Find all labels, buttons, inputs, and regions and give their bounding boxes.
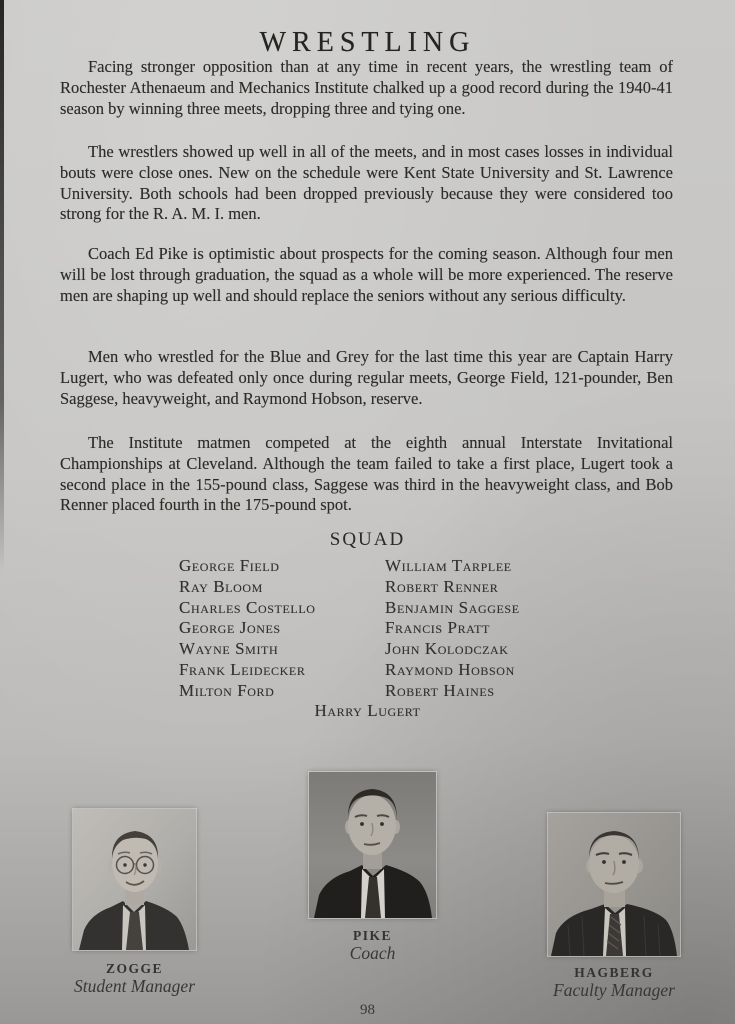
squad-member: George Field — [179, 556, 280, 575]
squad-member: Robert Haines — [385, 680, 495, 700]
paragraph-2: The wrestlers showed up well in all of the meets, and in most cases losses in individual bouts were close ones. New on the schedule were Kent State University and St. Lawrence University. Both schools had been dropped previously because they were considered too strong for the R. A. M. I. men. — [60, 142, 673, 224]
photo-caption-name: PIKE — [352, 928, 393, 943]
portrait-figure-zogge — [73, 809, 196, 996]
portrait-photo-pike — [309, 772, 436, 918]
portrait-photo-zogge — [73, 809, 196, 950]
photo-caption-name: HAGBERG — [574, 965, 654, 980]
squad-member: Wayne Smith — [179, 639, 279, 659]
portrait-photo-hagberg — [548, 813, 680, 956]
squad-member: Milton Ford — [179, 680, 275, 700]
page-number: 98 — [360, 1002, 375, 1018]
paragraph-5: The Institute matmen competed at the eighth annual Interstate Invitational Championships at Cleveland. Although the team failed to take a first place, Lugert took a second place in the 155-pound class, Saggese was third in the heavyweight class, and Bob Renner placed fourth in the 175-pound spot. — [60, 433, 673, 515]
paragraph-1: Facing stronger opposition than at any time in recent years, the wrestling team of Rochester Athenaeum and Mechanics Institute chalked up a good record during the 1940-41 season by winning three meets, dropping three and tying one. — [60, 57, 673, 118]
page-title: WRESTLING — [259, 26, 476, 58]
squad-member: William Tarplee — [385, 556, 512, 575]
squad-member: Raymond Hobson — [385, 659, 515, 679]
squad-heading: SQUAD — [329, 529, 406, 550]
squad-left-column — [179, 556, 316, 702]
squad-member: Francis Pratt — [385, 618, 490, 638]
photo-caption-role: Coach — [349, 943, 396, 963]
squad-captain: Harry Lugert — [314, 701, 421, 720]
squad-member: Charles Costello — [179, 597, 316, 617]
squad-member: George Jones — [179, 618, 281, 638]
photo-caption-role: Faculty Manager — [553, 980, 675, 1000]
photo-caption-name: ZOGGE — [105, 961, 164, 976]
squad-right-column — [385, 556, 520, 702]
squad-member: John Kolodczak — [385, 639, 509, 659]
page-edge-shadow — [0, 0, 4, 572]
squad-member: Robert Renner — [385, 576, 499, 596]
squad-member: Ray Bloom — [179, 576, 263, 596]
squad-member: Frank Leidecker — [179, 659, 306, 679]
photo-caption-role: Student Manager — [73, 976, 196, 996]
squad-member: Benjamin Saggese — [385, 597, 520, 617]
paragraph-3: Coach Ed Pike is optimistic about prospects for the coming season. Although four men will be lost through graduation, the squad as a whole will be more experienced. The reserve men are shaping up well and should replace the seniors without any serious difficulty. — [60, 244, 673, 305]
portrait-figure-pike — [309, 772, 436, 963]
portrait-figure-hagberg — [548, 813, 680, 1000]
paragraph-4: Men who wrestled for the Blue and Grey for the last time this year are Captain Harry Lugert, who was defeated only once during regular meets, George Field, 121-pounder, Ben Saggese, heavyweight, and Raymond Hobson, reserve. — [60, 347, 673, 408]
